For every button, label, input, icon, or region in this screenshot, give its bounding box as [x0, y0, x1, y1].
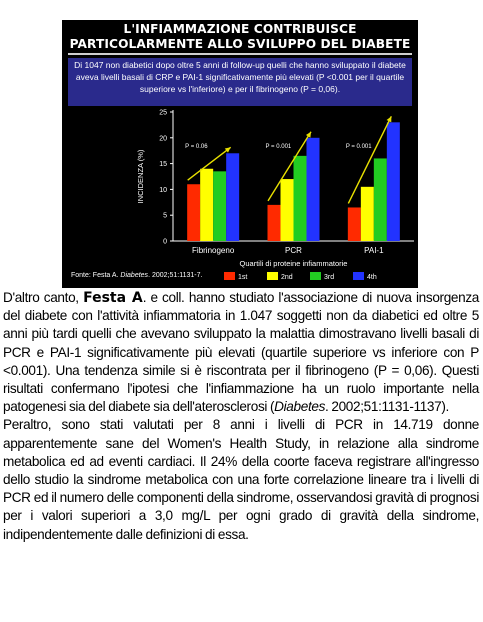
legend-label-2nd: 2nd	[281, 274, 293, 281]
y-tick-label: 5	[163, 212, 167, 220]
paragraph-1-intro: D'altro canto,	[3, 290, 84, 305]
p-value-label: P = 0.001	[265, 144, 292, 150]
bar-1st	[348, 207, 361, 241]
bar-chart	[62, 20, 418, 288]
legend-label-3rd: 3rd	[324, 274, 335, 281]
bar-2nd	[281, 179, 294, 241]
x-category-label: Fibrinogeno	[192, 246, 235, 255]
author-name: Festa A	[83, 290, 143, 306]
p-value-label: P = 0.06	[185, 144, 208, 150]
paragraph-2: Peraltro, sono stati valutati per 8 anni i livelli di PCR in 14.719 donne apparentemente sane del Women's Health Study, in relazione alla sindrome metabolica ed ad eventi cardiaci. Il 24% della coorte faceva registrare all'ingresso dello studio la sindrome metabolica con una forte correlazione lineare tra i livelli di PCR ed il numero delle componenti della sindrome, osservandosi gravità di prognosi per i valori superiori a 3,0 mg/L per ogni grado di gravità della sindrome, indipendentemente dalle definizioni di essa.	[3, 417, 479, 542]
bar-3rd	[213, 171, 226, 241]
bar-1st	[187, 184, 200, 241]
paragraph-1-body: . e coll. hanno studiato l'associazione di nuova insorgenza del diabete con l'attività infiammatoria in 1.047 soggetti non da diabetici ed oltre 5 anni più tardi quelli che avevano sviluppato la malattia dimostravano livelli basali di PCR e PAI-1 significativamente più elevati (quartile superiore vs inferiore con P <0.001). Una tendenza simile si è riscontrata per il fibrinogeno (P = 0,06). Questi risultati confermano l'ipotesi che l'infiammazione ha un ruolo importante nella patogenesi sia del diabete sia dell'aterosclerosi (	[3, 290, 479, 415]
slide-title-line-2: PARTICOLARMENTE ALLO SVILUPPO DEL DIABETE	[69, 37, 411, 51]
bar-3rd	[294, 156, 307, 241]
y-tick-label: 0	[163, 238, 167, 246]
x-axis-label: Quartili di proteine infiammatorie	[239, 259, 348, 268]
y-tick-label: 15	[159, 161, 167, 169]
x-category-label: PAI-1	[364, 246, 384, 255]
bar-2nd	[200, 169, 213, 241]
legend-swatch-4th	[353, 272, 364, 280]
bar-3rd	[374, 158, 387, 241]
legend-swatch-2nd	[267, 272, 278, 280]
legend-label-1st: 1st	[238, 274, 248, 281]
y-tick-label: 25	[159, 109, 167, 117]
source-suffix: . 2002;51:1131-7.	[148, 272, 203, 279]
bar-2nd	[361, 187, 374, 241]
journal-name: Diabetes	[274, 399, 326, 415]
paragraph-1-citation: . 2002;51:1131-1137).	[325, 399, 449, 415]
p-value-label: P = 0.001	[345, 144, 372, 150]
source-prefix: Fonte: Festa A.	[71, 272, 121, 279]
article-text	[3, 289, 479, 544]
slide-image	[62, 20, 418, 288]
bar-4th	[387, 122, 400, 241]
summary-box: Di 1047 non diabetici dopo oltre 5 anni di follow-up quelli che hanno sviluppato il diabete aveva livelli basali di CRP e PAI-1 significativamente più elevati (P <0.001 per il quartile superiore vs l'inferiore) e per il fibrinogeno (P = 0,06).	[68, 58, 412, 106]
source-journal: Diabetes	[120, 272, 149, 279]
bar-1st	[268, 205, 281, 241]
y-tick-label: 20	[159, 135, 167, 143]
legend-swatch-3rd	[310, 272, 321, 280]
y-axis-label: INCIDENZA (%)	[136, 149, 145, 204]
source-citation	[71, 272, 202, 279]
x-category-label: PCR	[285, 246, 302, 255]
y-tick-label: 10	[159, 186, 167, 194]
paragraph-1	[3, 289, 479, 416]
slide-title-line-1: L'INFIAMMAZIONE CONTRIBUISCE	[123, 22, 357, 36]
bar-4th	[307, 138, 320, 241]
legend-swatch-1st	[224, 272, 235, 280]
bar-4th	[226, 153, 239, 241]
legend-label-4th: 4th	[367, 274, 377, 281]
